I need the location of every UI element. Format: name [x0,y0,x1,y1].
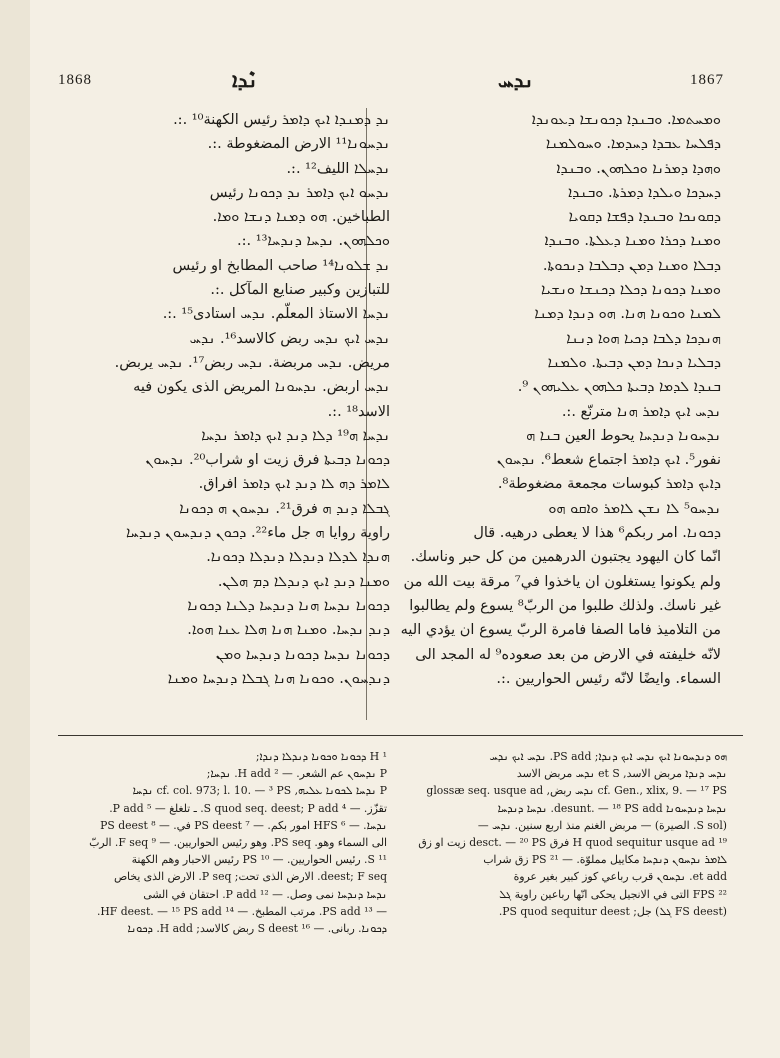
text-line: ܕܐܝܟ ܕܐܡܪ كبوسات مجمعة مضغوطة⁸. [497,476,721,493]
text-line: ܘܡܢܐ ܕܟܘܢܐ ܕܟܠܐ ܕܟܢܫܐ ܘܢܫܝܐ [541,282,721,299]
footnote-rule [58,735,743,736]
text-line: ܢܕܚܘܢܐ¹¹ الارض المضغوطة .:. [207,136,390,153]
text-line: ܢܕܚ ܐܝܟ ܕܐܡܪ ܗܢܐ مترنّع .:. [561,403,721,420]
footnotes-left [55,748,387,937]
text-line: ܢܕܚܠܐ الليف¹² .:. [286,160,390,177]
text-line: ܢܕ ܫܠܘܢܐ¹⁴ صاحب المطابخ او رئيس [172,257,390,274]
running-head-left: ܢܶܕܐ [232,68,258,92]
text-line: ܢܕܚܐ الاستاذ المعلّم. ܢܕܚ استادى¹⁵ .:. [162,306,390,323]
text-line: ܠܡܢܐ ܘܟܘܢܐ ܗܢܐ. ܗܘ ܕܢܕܐ ܕܡܢܐ [534,306,721,323]
footnote-line: ܢܕܚ ܕܢܕܐ مربض الاسد, et S ܢܕܚ مربض الاسد [516,767,727,781]
footnote-line: cf. Gen., xlix, 9. — ¹⁷ PS ܢܕܚ ربض, glossæ seq. usque ad [426,784,727,798]
text-line: ܗܢܕܐ ܠܕܠܐ ܕܢܕܠܐ ܕܢܕܠܐ ܕܟܘܢܐ. [206,549,390,566]
text-line: ܢܕܚܘ⁵ ܠܐ ܢܫܢ ܠܐܡܪ ܘܐܩܘ ܗܘ [548,500,721,517]
text-line: ܘܡܚܬܡܐ. ܘܒܢܕܐ ܕܟܘܢܫܐ ܕܥܘܢܕܐ [531,112,721,128]
text-line: الاسد¹⁸ .:. [327,403,390,420]
text-line: ܕܟܘܢܐ. امر ربكم⁶ هذا لا يعطى درهيه. قال [473,525,721,542]
text-line: نفور⁵. ܐܝܟ ܕܐܡܪ اجتماع شعط⁶. ܢܕܚܘܢ [496,452,721,469]
text-line: ܢܕܚܘ ܐܝܟ ܕܐܡܪ ܢܕ ܕܟܘܢܐ رئيس [209,184,390,201]
footnote-line: ܠܐܡܪ ܢܕܚܘܢ ܕܢܕܚܐ مكاييل مملوّة. — ²¹ PS زق شراب [483,853,727,867]
footnote-line: ܢܕܚܐ ܕܢܕܚܐ نمى وصل. — ¹² P add. احتقان في الشى [143,887,387,901]
text-line: الطباخين. ܗܘ ܕܡܢܐ ܕܢܫܐ ܘܡܐ. [212,209,390,226]
text-line: ܢܕܚ ܐܝܟ ܢܕܚ ربض كالاسد¹⁶. ܢܕܚ [189,330,390,347]
text-line: لانّه خليفته في الارض من بعد صعوده⁹ له المجد الى [415,646,721,663]
footnote-line: (FS deest ܓܠ) جل; PS quod sequitur deest. [498,904,727,918]
text-line: انّما كان اليهود يجتبون الدرهمين من كل حبر وناسك. [410,549,721,566]
text-line: ܕܟܘܢܐ ܢܕܚܐ ܕܟܘܢܐ ܕܢܕܚܐ ܘܡܢ [215,646,390,663]
text-line: ܕܢܕܚܘܢ. ܘܟܘܢܐ ܗܢܐ ܓܒܠܐ ܕܢܕܚܐ ܘܡܢܐ [167,670,390,687]
text-line: ܒܢܕܐ ܠܕܡܐ ܕܒܝܬܐ ܟܠܗܘܢ ܥܠܝܗܘܢ ⁹. [517,379,721,396]
footnote-line: deest; F seq. الارض الذى تحت; P seq. الارض الذى يخاص [113,870,387,884]
footnote-line: P ܢܕܚܘܢ عم الشعر. — ² H add. ܢܕܚܐ; [206,767,387,781]
footnote-line: تقزّز. — ⁴ S quod seq. deest; P add. ـ تلغلغ — ⁵ P add. [109,801,387,815]
running-head-right: ܢܕܚ [498,68,534,92]
footnote-line: ܢܕܚܐ ܕܢܕܚܘܢܐ desunt. — ¹⁸ PS add. ܢܕܚܐ ܕܢܕܚܐ [497,801,727,815]
text-line: السماء. وايضًا لانّه رئيس الحواريين .:. [496,670,721,687]
text-line: ܕܟܘܢܐ ܕܒܝܬܐ فرق زيت او شراب²⁰. ܢܕܚܘܢ [145,452,390,469]
text-line: راوية روايا ܗ جل ماء²². ܕܟܘܢ ܕܢܕܚܘܢ ܕܢܕܚܐ [125,525,390,542]
text-line: ܘܡܢܐ ܕܢܕ ܐܝܟ ܕܢܕܠܐ ܕܡ ܗܠܢ. [217,573,390,590]
text-line: مريض. ܢܕܚ مربضة. ܢܕܚ ربض¹⁷. ܢܕܚ يربض. [114,354,390,371]
binding-gutter [0,0,30,1058]
page-number-right: 1867 [690,72,724,88]
text-line: ܢܕܚ اربض. ܢܕܚܘܢܐ المريض الذى يكون فيه [133,379,390,396]
footnote-line: ܗܘ ܕܢܕܚܘܢܐ ܐܝܟ ܢܕܚ ܐܝܟ ܕܢܕܐ; PS add. ܢܕܚ ܐܝܟ ܢܕܚ [489,750,727,763]
text-line: ܕܩܘܢܟܐ ܘܒܢܕܐ ܕܦܫܐ ܕܩܘܝܐ [568,209,721,226]
page-number-left: 1868 [58,72,92,88]
footnote-line: ¹⁹ H quod sequitur usque ad فرق desct. — ²⁰ PS زيت او زق [418,836,727,850]
text-line: ولم يكونوا يستغلون ان ياخذوا في⁷ مرقة بيت الله من [403,573,721,590]
right-text-column [381,108,721,691]
footnote-line: ܕܟܘܢܐ. ربانى. — ¹⁶ S deest ربض كالاسد; H add. ܕܟܘܢܐ [127,922,387,936]
footnote-line: S ¹¹. رئيس الحواريين. — ¹⁰ PS رئيس الاحبار وهم الكهنة [131,853,387,867]
text-line: ܘܡܢܐ ܕܟܪܐ ܘܡܢܐ ܕܥܠܬܐ. ܘܒܢܕܐ [544,233,721,250]
text-line: ܘܗܕܐ ܕܡܪܢܐ ܘܟܠܗܘܢ. ܘܒܢܕܐ [556,160,721,177]
footnote-line: et add. ܢܕܚܘܢ قرب رباعي كوز كبير بغير عروة [513,870,727,884]
text-line: ܢܕ ܕܡܢܕܐ ܐܝܟ ܕܐܡܪ رئيس الكهنة¹⁰ .:. [173,112,390,128]
footnote-line: (S sol. الصيرة) — مربض الغنم منذ اربع سنين. ܢܕܚ — [477,818,727,832]
text-line: ܢܕܚܘܢܐ ܕܢܕܚܐ يحوط العين ܒܢܐ ܗ [526,427,721,444]
footnote-line: الى السماء وهو. PS seq. وهو رئيس الحواريين. — ⁹ F seq. الربّ [89,836,387,850]
text-line: للتبازين وكبير صنايع المآكل .:. [210,282,390,299]
text-line: ܠܐܡܪ ܕܗ ܠܐ ܕܢܕ ܐܝܟ ܕܐܡܪ افراق. [198,476,390,493]
text-line: ܕܒܠܐ ܘܡܢܐ ܕܡܢ ܕܒܠܒܐ ܕܢܟܘܬܐ. [542,257,721,274]
footnote-line: ܢܕܚܐ. — ⁶ HFS امور بكم. — ⁷ PS deest في. — ⁸ PS deest [100,818,387,832]
text-line: ܕܟܘܢܐ ܢܕܚܐ ܗܢܐ ܕܢܕܚܐ ܕܠܢܐ ܕܟܘܢܐ [187,597,390,614]
text-line: ܘܟܠܗܘܢ. ܢܕܚܐ ܕܢܕܚܐ¹³ .:. [237,233,390,250]
text-line: ܕܢܕ ܢܕܚܐ. ܘܡܢܐ ܗܢܐ ܗܠܐ ܥܢܐ ܗܘܐ. [187,622,390,639]
text-line: ܕܦܠܚܐ ܥܒܕܐ ܕܚܕܡܐ. ܘܚܘܠܡܢܐ [545,136,721,153]
text-line: ܗܢܕܟܐ ܕܠܒܐ ܕܟܝܐ ܗܘܐ ܕܢܢܐ [566,330,721,347]
footnote-line: ¹ H ܕܟܘܢܐ ܘܟܘܢܐ ܕܢܕܠܐ ܕܢܕܐ; [255,750,387,763]
text-line: ܕܒܠܝܐ ܕܢܟܐ ܕܡܢ ܕܒܝܬܐ. ܘܠܡܢܐ [547,354,721,371]
footnotes-right [395,748,727,920]
footnote-line: P ܢܕܚܐ ܠܟܘܢܐ ܥܠܝܗ, cf. col. 973; l. 10. — ³ PS ܢܕܚܐ [132,784,387,798]
footnote-line: ²² FPS التى في الانجيل يحكى انّها رباعين راوية ܓܠ [499,887,727,901]
text-line: من التلاميذ فاما الصفا فامرة الربّ يسوع ان يؤدي اليه [400,622,721,639]
text-line: غير ناسك. ولذلك طلبوا من الربّ⁸ يسوع ولم يطالبوا [409,597,721,614]
text-line: ܓܒܠܐ ܕܢܕ ܗ فرق²¹. ܢܕܚܘܢ ܗ ܕܟܘܢܐ [179,500,390,517]
text-line: ܢܕܚܐ ܗ¹⁹ ܕܠܐ ܕܢܕ ܐܝܟ ܕܐܡܪ ܢܕܚܐ [201,427,390,444]
footnote-line: — ¹³ PS add. مرتب المطبخ. — ¹⁴ HF deest. — ¹⁵ PS add. [96,904,387,918]
left-text-column [50,108,390,691]
text-line: ܕܚܕܟܐ ܘܝܠܕܐ ܕܡܪܬܐ. ܘܒܢܕܐ [568,184,721,201]
